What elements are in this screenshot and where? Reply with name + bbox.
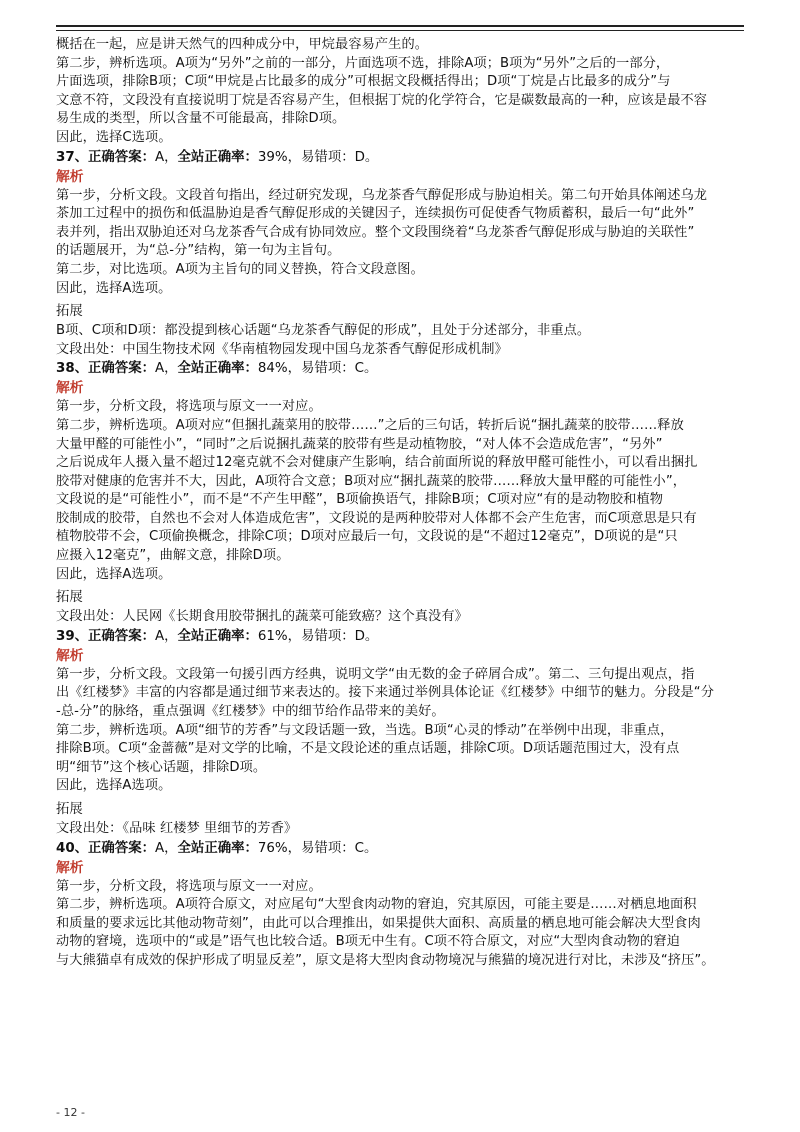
extension-heading: 拓展 bbox=[56, 304, 83, 320]
analysis-line: 因此，选择A选项。 bbox=[56, 280, 172, 296]
analysis-line: 表并列，指出双胁迫还对乌龙茶香气合成有协同效应。整个文段围绕着“乌龙茶香气醇促形成与胁迫的关联性” bbox=[56, 224, 695, 240]
rate-value: 76%， bbox=[257, 840, 302, 856]
analysis-line: 因此，选择A选项。 bbox=[56, 778, 172, 794]
analysis-line: 茶加工过程中的损伤和低温胁迫是香气醇促形成的关键因子，连续损伤可促使香气物质蓄积，最后一句“此外” bbox=[56, 206, 695, 222]
question-number: 40、 bbox=[56, 840, 89, 856]
analysis-line: 第二步，对比选项。A项为主旨句的同义替换，符合文段意图。 bbox=[56, 261, 424, 277]
analysis-line: 大量甲醛的可能性小”，“同时”之后说捆扎蔬菜的胶带有些是动植物胶，“对人体不会造成危害”，“另外” bbox=[56, 436, 663, 452]
correct-value: A， bbox=[154, 840, 178, 856]
correct-label: 正确答案： bbox=[88, 149, 155, 165]
analysis-line: 第一步，分析文段，将选项与原文一一对应。 bbox=[56, 399, 322, 415]
question-number: 38、 bbox=[56, 361, 89, 377]
page-number: - 12 - bbox=[56, 1106, 85, 1119]
analysis-heading: 解析 bbox=[56, 647, 84, 664]
analysis-line: 第一步，分析文段，将选项与原文一一对应。 bbox=[56, 878, 322, 894]
error-option: 易错项：D。 bbox=[301, 149, 379, 165]
analysis-line: 明“细节”这个核心话题，排除D项。 bbox=[56, 759, 267, 775]
analysis-line: 因此，选择A选项。 bbox=[56, 566, 172, 582]
answer-line bbox=[56, 359, 752, 378]
analysis-line: 之后说成年人摄入量不超过12毫克就不会对健康产生影响，结合前面所说的释放甲醛可能性小，可以看出捆扎 bbox=[56, 455, 698, 471]
analysis-line: 应摄入12毫克”，曲解文意，排除D项。 bbox=[56, 548, 290, 564]
analysis-line: 胶制成的胶带，自然也不会对人体造成危害”，文段说的是两种胶带对人体都不会产生危害，而C项意思是只有 bbox=[56, 510, 697, 526]
error-option: 易错项：C。 bbox=[301, 840, 378, 856]
extension-line: 文段出处：人民网《长期食用胶带捆扎的蔬菜可能致癌？这个真没有》 bbox=[56, 609, 468, 625]
page-content bbox=[56, 36, 752, 971]
error-option: 易错项：C。 bbox=[301, 361, 378, 377]
answer-line bbox=[56, 839, 752, 858]
question-number: 37、 bbox=[56, 149, 89, 165]
error-option: 易错项：D。 bbox=[301, 628, 379, 644]
analysis-line: 排除B项。C项“金蔷薇”是对文学的比喻，不是文段论述的重点话题，排除C项。D项话题范围过大，没有点 bbox=[56, 741, 680, 757]
analysis-heading: 解析 bbox=[56, 380, 84, 397]
analysis-line: 植物胶带不会，C项偷换概念，排除C项；D项对应最后一句，文段说的是“不超过12毫克”，D项说的是“只 bbox=[56, 529, 678, 545]
rate-value: 61%， bbox=[257, 628, 302, 644]
intro-line: 易生成的类型，所以含量不可能最高，排除D项。 bbox=[56, 111, 346, 127]
rate-value: 39%， bbox=[257, 149, 302, 165]
analysis-line: 和质量的要求远比其他动物苛刻”，由此可以合理推出，如果提供大面积、高质量的栖息地可能会解决大型食肉 bbox=[56, 915, 701, 931]
analysis-line: 动物的窘境，选项中的“或是”语气也比较合适。B项无中生有。C项不符合原文，对应“大型肉食动物的窘迫 bbox=[56, 934, 680, 950]
answer-line bbox=[56, 627, 752, 646]
correct-value: A， bbox=[154, 361, 178, 377]
rate-label: 全站正确率： bbox=[177, 840, 258, 856]
correct-label: 正确答案： bbox=[88, 628, 155, 644]
analysis-line: 第二步，辨析选项。A项“细节的芳香”与文段话题一致，当选。B项“心灵的悸动”在举例中出现，非重点， bbox=[56, 722, 674, 738]
intro-line: 片面选项，排除B项；C项“甲烷是占比最多的成分”可根据文段概括得出；D项“丁烷是占比最多的成分”与 bbox=[56, 74, 671, 90]
rate-label: 全站正确率： bbox=[177, 361, 258, 377]
rate-label: 全站正确率： bbox=[177, 149, 258, 165]
rate-label: 全站正确率： bbox=[177, 628, 258, 644]
header-rule-thin bbox=[56, 30, 744, 31]
answer-line bbox=[56, 148, 752, 167]
intro-line: 文意不符，文段没有直接说明丁烷是否容易产生，但根据丁烷的化学符合，它是碳数最高的一种，应该是最不容 bbox=[56, 92, 708, 108]
analysis-line: 与大熊猫卓有成效的保护形成了明显反差”，原文是将大型肉食动物境况与熊猫的境况进行对比，未涉及“挤压”。 bbox=[56, 952, 715, 968]
analysis-line: 第一步，分析文段。文段第一句援引西方经典，说明文学“由无数的金子碎屑合成”。第二、三句提出观点，指 bbox=[56, 666, 695, 682]
correct-value: A， bbox=[154, 628, 178, 644]
analysis-line: 第一步，分析文段。文段首句指出，经过研究发现，乌龙茶香气醇促形成与胁迫相关。第二句开始具体阐述乌龙 bbox=[56, 187, 708, 203]
analysis-line: 第二步，辨析选项。A项对应“但捆扎蔬菜用的胶带……”之后的三句话，转折后说“捆扎蔬菜的胶带……释放 bbox=[56, 417, 684, 433]
rate-value: 84%， bbox=[257, 361, 302, 377]
header-rule-thick bbox=[56, 25, 744, 27]
intro-line: 概括在一起，应是讲天然气的四种成分中，甲烷最容易产生的。 bbox=[56, 37, 429, 52]
analysis-line: 文段说的是“可能性小”，而不是“不产生甲醛”，B项偷换语气，排除B项；C项对应“有的是动物胶和植物 bbox=[56, 492, 664, 508]
extension-line: 文段出处：中国生物技术网《华南植物园发现中国乌龙茶香气醇促形成机制》 bbox=[56, 341, 508, 357]
analysis-line: 的话题展开，为“总-分”结构，第一句为主旨句。 bbox=[56, 243, 341, 259]
analysis-line: 胶带对健康的危害并不大，因此，A项符合文意；B项对应“捆扎蔬菜的胶带……释放大量甲醛的可能性小”， bbox=[56, 473, 687, 489]
analysis-line: -总-分”的脉络，重点强调《红楼梦》中的细节给作品带来的美好。 bbox=[56, 704, 445, 720]
intro-line: 因此，选择C选项。 bbox=[56, 129, 172, 145]
extension-line: 文段出处：《品味 红楼梦 里细节的芳香》 bbox=[56, 821, 298, 836]
extension-heading: 拓展 bbox=[56, 802, 83, 817]
extension-heading: 拓展 bbox=[56, 590, 83, 606]
analysis-line: 出《红楼梦》丰富的内容都是通过细节来表达的。接下来通过举例具体论证《红楼梦》中细节的魅力。分段是“分 bbox=[56, 685, 715, 701]
analysis-heading: 解析 bbox=[56, 859, 84, 876]
analysis-heading: 解析 bbox=[56, 168, 84, 185]
analysis-line: 第二步，辨析选项。A项符合原文，对应尾句“大型食肉动物的窘迫，究其原因，可能主要是……对栖息地面积 bbox=[56, 897, 697, 913]
correct-label: 正确答案： bbox=[88, 361, 155, 377]
extension-line: B项、C项和D项：都没提到核心话题“乌龙茶香气醇促的形成”，且处于分述部分，非重点。 bbox=[56, 323, 591, 339]
question-number: 39、 bbox=[56, 628, 89, 644]
correct-value: A， bbox=[154, 149, 178, 165]
intro-line: 第二步，辨析选项。A项为“另外”之前的一部分，片面选项不选，排除A项；B项为“另外”之后的一部分， bbox=[56, 55, 670, 71]
correct-label: 正确答案： bbox=[88, 840, 155, 856]
